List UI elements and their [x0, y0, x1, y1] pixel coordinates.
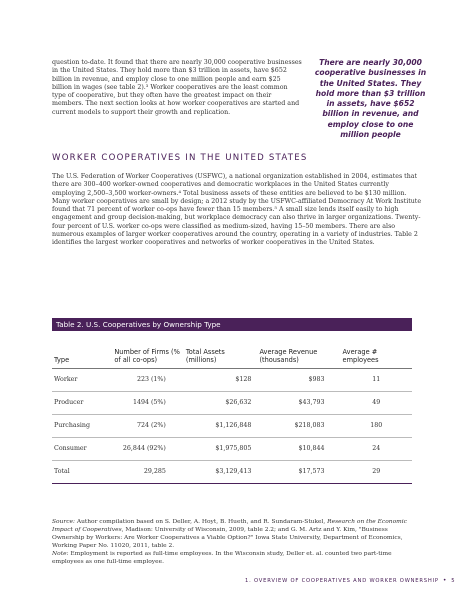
note-label: Note: — [52, 551, 69, 557]
cell-revenue: $983 — [257, 368, 340, 391]
cell-employees: 180 — [341, 414, 412, 437]
table-notes — [52, 518, 412, 566]
cell-firms: 26,844 (92%) — [112, 437, 184, 460]
pull-quote: There are nearly 30,000 cooperative businesses in the United States. They hold more than $3 trillion in assets, have $652 billion in revenue, and employ close to one million people — [314, 58, 427, 140]
cell-revenue: $17,573 — [257, 460, 340, 483]
cell-revenue: $218,083 — [257, 414, 340, 437]
table-row-total — [52, 460, 412, 483]
cell-assets: $128 — [184, 368, 258, 391]
source-note — [52, 518, 412, 550]
cell-firms: 724 (2%) — [112, 414, 184, 437]
source-label: Source: — [52, 519, 75, 525]
table-row — [52, 437, 412, 460]
cell-revenue: $43,793 — [257, 391, 340, 414]
cell-firms: 29,285 — [112, 460, 184, 483]
cell-type: Total — [52, 460, 112, 483]
header-type: Type — [52, 331, 112, 368]
header-average-revenue: Average Revenue (thousands) — [257, 331, 340, 368]
table-row — [52, 414, 412, 437]
source-title: Research on the Economic Impact of Cooperatives — [52, 519, 407, 533]
cell-assets: $26,632 — [184, 391, 258, 414]
source-text-1: Author compilation based on S. Deller, A. Hoyt, B. Hueth, and R. Sundaram-Stukel, — [74, 519, 328, 525]
cell-firms: 223 (1%) — [112, 368, 184, 391]
section-heading: WORKER COOPERATIVES IN THE UNITED STATES — [52, 153, 308, 163]
note-text: Employment is reported as full-time employees. In the Wisconsin study, Deller et. al. counted two part-time employees as one full-time employee. — [52, 551, 392, 565]
header-average-employees: Average # employees — [341, 331, 412, 368]
cell-type: Worker — [52, 368, 112, 391]
page-footer — [245, 577, 455, 584]
cell-type: Producer — [52, 391, 112, 414]
cell-type: Consumer — [52, 437, 112, 460]
table-caption: Table 2. U.S. Cooperatives by Ownership Type — [52, 318, 412, 331]
source-text-2: , Madison: University of Wisconsin, 2009, table 2.2; and G. M. Artz and Y. Kim, "Business Ownership by Workers: Are Worker Cooperatives a Viable Option?" Iowa State University, Department of Economics, Working Paper No. 11020, 2011, table 2. — [52, 527, 403, 549]
header-number-of-firms: Number of Firms (% of all co-ops) — [112, 331, 184, 368]
cell-type: Purchasing — [52, 414, 112, 437]
cell-assets: $1,126,848 — [184, 414, 258, 437]
cell-revenue: $10,844 — [257, 437, 340, 460]
footer-chapter: 1. OVERVIEW OF COOPERATIVES AND WORKER OWNERSHIP — [245, 578, 439, 584]
cooperatives-table — [52, 318, 412, 484]
cell-employees: 24 — [341, 437, 412, 460]
section-paragraph: The U.S. Federation of Worker Cooperatives (USFWC), a national organization established in 2004, estimates that there are 300–400 worker-owned cooperatives and democratic workplaces in the United States currently employing 2,500–3,500 worker-owners.⁴ Total business assets of these entities are believed to be $130 million. Many worker cooperatives are small by design; a 2012 study by the USFWC-affiliated Democracy At Work Institute found that 71 percent of worker co-ops have fewer than 15 members.⁵ A small size lends itself easily to high engagement and group decision-making, but workplace democracy can also thrive in larger organizations. Twenty-four percent of U.S. worker co-ops were classified as medium-sized, having 15–50 members. There are also numerous examples of larger worker cooperatives around the country, operating in a variety of industries. Table 2 identifies the largest worker cooperatives and networks of worker cooperatives in the United States. — [52, 173, 422, 247]
header-total-assets: Total Assets (millions) — [184, 331, 258, 368]
table-header-row — [52, 331, 412, 368]
table-row — [52, 368, 412, 391]
footer-bullet-icon: • — [442, 577, 448, 584]
intro-paragraph: question to-date. It found that there are nearly 30,000 cooperative businesses in the United States. They hold more than $3 trillion in assets, have $652 billion in revenue, and employ close to one million people and earn $25 billion in wages (see table 2).³ Worker cooperatives are the least common type of cooperative, but they often have the greatest impact on their members. The next section looks at how worker cooperatives are started and current models to support their growth and replication. — [52, 59, 302, 116]
table-row — [52, 391, 412, 414]
employment-note — [52, 550, 412, 566]
page-number: 5 — [451, 578, 456, 584]
cell-employees: 49 — [341, 391, 412, 414]
cell-employees: 11 — [341, 368, 412, 391]
cell-assets: $3,129,413 — [184, 460, 258, 483]
cell-firms: 1494 (5%) — [112, 391, 184, 414]
cell-assets: $1,975,805 — [184, 437, 258, 460]
cell-employees: 29 — [341, 460, 412, 483]
